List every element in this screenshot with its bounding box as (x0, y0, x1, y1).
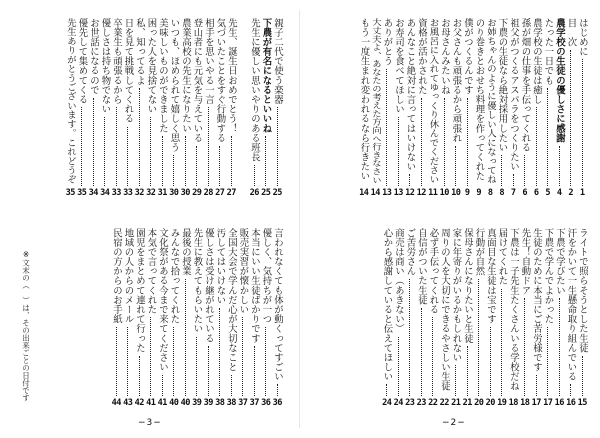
toc-entry-page: 13 (393, 188, 403, 198)
dot-leader (173, 155, 174, 186)
dot-leader (208, 346, 209, 396)
toc-entry-page: 9 (476, 188, 482, 198)
toc-entry[interactable] (111, 228, 123, 408)
dot-leader (398, 337, 399, 397)
dot-leader (116, 107, 117, 186)
dot-leader (455, 365, 456, 396)
toc-entry[interactable] (122, 228, 134, 408)
toc-entry-title: 農学校の生徒は癒し (531, 18, 542, 105)
toc-entry[interactable] (531, 18, 543, 198)
toc-entry[interactable] (577, 18, 589, 198)
toc-entry[interactable] (168, 228, 180, 408)
dot-leader (467, 346, 468, 396)
toc-entry-page: 39 (203, 398, 213, 408)
dot-leader (265, 327, 266, 396)
toc-entry[interactable] (485, 228, 497, 408)
toc-entry-title: 農学校の生徒の優しさに感謝 (554, 18, 565, 143)
toc-entry[interactable] (427, 228, 439, 408)
dot-leader (254, 165, 255, 186)
toc-entry-title: 先生！自動ドア (519, 228, 531, 296)
toc-entry-title: 行動が自然 (473, 228, 485, 276)
toc-entry[interactable] (565, 18, 577, 198)
dot-leader (242, 317, 243, 396)
toc-entry-title: ご苦労さん (404, 228, 416, 276)
toc-entry-title: 先生、誕生日おめでとう！ (226, 18, 237, 134)
toc-entry[interactable] (577, 228, 589, 408)
toc-entry[interactable] (180, 18, 192, 198)
toc-entry-page: 37 (249, 398, 259, 408)
toc-entry-page: 27 (226, 188, 236, 198)
toc-entry[interactable] (157, 228, 169, 408)
dot-leader (409, 279, 410, 396)
dot-leader (104, 117, 105, 186)
toc-entry-page: 10 (451, 188, 461, 198)
toc-entry-page: 23 (405, 398, 415, 408)
toc-entry-title: 下農が有名になるといいね (260, 18, 272, 134)
toc-entry-title: 優しく、気持ちが一つ (260, 228, 272, 324)
dot-leader (81, 107, 82, 186)
toc-entry[interactable] (496, 18, 508, 198)
toc-entry-page: 33 (111, 188, 121, 198)
toc-entry-title: 卒業生も頑張るから (111, 18, 122, 105)
toc-entry-title: 自信がついた生徒 (416, 228, 427, 305)
toc-entry-title: 保母さんになりたいと生徒 (462, 228, 473, 344)
toc-entry-page: 25 (261, 188, 271, 198)
toc-entry[interactable] (508, 18, 520, 198)
toc-entry-page: 29 (192, 188, 202, 198)
toc-entry-title: 周りの人を大切にできるやさしい生徒 (439, 228, 450, 392)
dot-leader (524, 155, 525, 186)
toc-entry-title: 優しさは持ち物でない (99, 18, 111, 114)
toc-entry[interactable] (249, 18, 261, 198)
dot-leader (386, 384, 387, 396)
dot-leader (559, 146, 560, 186)
toc-entry[interactable] (226, 18, 238, 198)
toc-entry-page: 40 (180, 398, 190, 408)
toc-entry[interactable] (99, 18, 111, 198)
toc-entry-title: いつも、ほめられて嬉しく思う (168, 18, 180, 153)
toc-entry-page: 12 (405, 188, 415, 198)
toc-entry[interactable] (519, 18, 531, 198)
toc-entry[interactable] (272, 18, 284, 198)
toc-entry-page: 18 (520, 398, 530, 408)
toc-entry-title: ライトで照らそうとした生徒 (577, 228, 588, 353)
toc-entry-page: 23 (416, 398, 426, 408)
toc-entry-title: お父さんも頑張るから頑張れ (450, 18, 462, 143)
dot-leader (524, 298, 525, 396)
toc-entry-title: みんなで拾ってくれた (168, 228, 180, 324)
toc-entry-title: 気づいたことをすぐ行動する (214, 18, 226, 143)
toc-entry-title: 農業高校の先生になりたい (180, 18, 191, 134)
toc-entry-page: 30 (169, 188, 179, 198)
toc-entry[interactable] (260, 18, 272, 198)
dot-leader (231, 375, 232, 396)
toc-entry-title: 下農は一子先生たくさんいる学校だね (508, 228, 519, 392)
dot-leader (490, 327, 491, 396)
toc-entry[interactable] (203, 228, 215, 408)
dot-leader (547, 88, 548, 186)
toc-entry-title: 汚してはいけない (214, 228, 226, 305)
toc-entry-page: 25 (272, 188, 282, 198)
toc-entry-page: 31 (157, 188, 167, 198)
toc-entry-title: 大丈夫よ、あなたの考えた方向へ行きなさい (370, 18, 381, 184)
toc-entry-title: 祖父がつくるアスパラをつくりたい (508, 18, 519, 172)
toc-entry-page: 41 (157, 398, 167, 408)
toc-entry[interactable] (145, 228, 157, 408)
toc-entry-title: 目 次 (565, 18, 577, 47)
toc-entry-title: 家に年寄りがいるかもしれない (450, 228, 462, 363)
dot-leader (536, 375, 537, 396)
toc-entry-page: 1 (579, 188, 585, 198)
toc-entry[interactable] (145, 18, 157, 198)
toc-entry[interactable] (134, 228, 146, 408)
toc-entry-page: 21 (451, 398, 461, 408)
toc-entry[interactable] (393, 228, 405, 408)
dot-leader (150, 117, 151, 186)
dot-leader (219, 308, 220, 396)
dot-leader (127, 127, 128, 187)
dot-leader (150, 317, 151, 396)
toc-entry[interactable] (496, 228, 508, 408)
column-gap (237, 18, 249, 198)
toc-entry-page: 34 (88, 188, 98, 198)
toc-entry-page: 38 (226, 398, 236, 408)
toc-entry[interactable] (191, 18, 203, 198)
dot-leader (398, 117, 399, 186)
toc-entry[interactable] (531, 228, 543, 408)
toc-entry-title: 必ず手伝ってくれる (427, 228, 439, 315)
dot-leader (277, 384, 278, 396)
toc-entry[interactable] (381, 18, 393, 198)
toc-entry-title: 優先して集めてくる (76, 18, 88, 105)
toc-entry[interactable] (554, 18, 566, 198)
dot-leader (501, 155, 502, 186)
toc-entry-title: お母さんみたいね (439, 18, 450, 95)
toc-entry-page: 14 (370, 188, 380, 198)
toc-entry-title: 生徒のために本当にご苦労様です (531, 228, 542, 372)
page-number: −2− (442, 418, 466, 428)
toc-entry-title: お寿司を食べてほしい (393, 18, 404, 114)
toc-entry-title: 汗をかいて一生懸命取り組んでいる (565, 228, 577, 382)
toc-entry-title: 孫が畑の仕事を手伝ってくれる (519, 18, 531, 153)
toc-entry[interactable] (370, 18, 382, 198)
toc-entry-title: 心から感謝していると伝えてほしい (381, 228, 393, 382)
page-right (300, 0, 600, 438)
dot-leader (501, 289, 502, 396)
toc-entry[interactable] (473, 18, 485, 198)
toc-entry-title: お姉ちゃんのように優しい人になってね (485, 18, 496, 184)
toc-entry[interactable] (249, 228, 261, 408)
toc-entry-title: 園児をまとめて連れて行った (134, 228, 145, 353)
toc-entry-title: 日を見て挑戦してくれる (122, 18, 134, 124)
toc-entry-title: 商売は商い（あきない） (393, 228, 404, 334)
toc-entry-page: 16 (566, 398, 576, 408)
toc-entry[interactable] (122, 18, 134, 198)
toc-entry-title: のり巻きとおせち料理を作ってくれた (473, 18, 485, 182)
toc-entry[interactable] (260, 228, 272, 408)
dot-leader (139, 356, 140, 396)
toc-entry-page: 40 (169, 398, 179, 408)
toc-entry-page: 27 (215, 188, 225, 198)
toc-entry[interactable] (439, 228, 451, 408)
dot-leader (478, 279, 479, 396)
dot-leader (536, 107, 537, 186)
toc-entry-page: 42 (134, 398, 144, 408)
toc-entry-page: 5 (545, 188, 551, 198)
dot-leader (162, 136, 163, 186)
toc-entry-page: 11 (428, 188, 438, 198)
toc-entry[interactable] (554, 228, 566, 408)
toc-entry[interactable] (88, 18, 100, 198)
toc-entry[interactable] (191, 228, 203, 408)
dot-leader (185, 279, 186, 396)
toc-entry[interactable] (450, 18, 462, 198)
toc-entry-title: 僕がつくるんです (462, 18, 473, 95)
dot-leader (582, 59, 583, 186)
toc-entry-title: 文化祭がある今まで来てください (157, 228, 168, 372)
toc-entry-page: 14 (359, 188, 369, 198)
dot-leader (386, 69, 387, 186)
toc-entry-title: 最後の授業 (180, 228, 191, 276)
toc-entry[interactable] (462, 18, 474, 198)
toc-entry[interactable] (542, 18, 554, 198)
dot-leader (93, 98, 94, 186)
toc-entry[interactable] (214, 18, 226, 198)
toc-entry-title: 先生ありがとうございます。これどうぞ (65, 18, 76, 184)
toc-entry-title: 親子二代で使う楽器 (272, 18, 283, 105)
dot-leader (185, 136, 186, 186)
toc-entry-title: ありがとう (381, 18, 393, 66)
dot-leader (547, 327, 548, 396)
toc-entry[interactable] (416, 228, 428, 408)
dot-leader (231, 136, 232, 186)
toc-entry-title: 美味しいものができました (157, 18, 168, 134)
toc-entry-page: 32 (134, 188, 144, 198)
toc-entry-title: 全国大会で学んだ心が大切なこと (226, 228, 237, 372)
dot-leader (432, 317, 433, 396)
dot-leader (570, 50, 571, 186)
toc-entry-page: 35 (77, 188, 87, 198)
toc-entry-page: 20 (485, 398, 495, 408)
toc-entry[interactable] (111, 18, 123, 198)
toc-entry-page: 19 (497, 398, 507, 408)
toc-entry-page: 37 (238, 398, 248, 408)
toc-entry[interactable] (416, 18, 428, 198)
dot-leader (219, 146, 220, 186)
toc-entry-title: 登山者にも元気を与えている (191, 18, 203, 143)
toc-entry-page: 44 (111, 398, 121, 408)
toc-entry[interactable] (272, 228, 284, 408)
toc-entry-page: 35 (65, 188, 75, 198)
toc-entry-page: 10 (439, 188, 449, 198)
toc-entry-title: 先生に優しい思いやりのある班長 (249, 18, 260, 162)
toc-entry[interactable] (462, 228, 474, 408)
toc-block-top (358, 18, 588, 198)
toc-entry-title: 地域の人からのメール (122, 228, 134, 324)
dot-leader (570, 384, 571, 396)
toc-entry-page: 33 (123, 188, 133, 198)
toc-entry-page: 17 (543, 398, 553, 408)
toc-entry-page: 9 (464, 188, 470, 198)
dot-leader (127, 327, 128, 396)
toc-entry-title: 優しさは受け継がれている (203, 228, 214, 344)
dot-leader (421, 308, 422, 396)
toc-entry-page: 15 (577, 398, 587, 408)
toc-entry-page: 6 (522, 188, 528, 198)
toc-entry-page: 22 (428, 398, 438, 408)
toc-entry-title: 資格が活かされた (416, 18, 427, 95)
toc-entry-page: 12 (416, 188, 426, 198)
toc-entry-title: 本気で言ってくれた (145, 228, 157, 315)
toc-entry[interactable] (203, 18, 215, 198)
toc-entry[interactable] (168, 18, 180, 198)
toc-entry-page: 36 (261, 398, 271, 408)
dot-leader (421, 98, 422, 186)
toc-entry-page: 7 (510, 188, 516, 198)
toc-entry[interactable] (180, 228, 192, 408)
toc-entry-page: 17 (531, 398, 541, 408)
toc-entry[interactable] (404, 18, 416, 198)
toc-entry-title: 私、知ってるよ (134, 18, 145, 86)
toc-entry-page: 24 (382, 398, 392, 408)
dot-leader (265, 136, 266, 186)
toc-entry-title: 言われなくても体が動くってすごい (272, 228, 283, 382)
toc-entry[interactable] (134, 18, 146, 198)
toc-entry[interactable] (393, 18, 405, 198)
dot-leader (208, 107, 209, 186)
toc-entry[interactable] (508, 228, 520, 408)
toc-entry-page: 30 (180, 188, 190, 198)
toc-entry[interactable] (381, 228, 393, 408)
toc-entry-page: 39 (192, 398, 202, 408)
dot-leader (254, 346, 255, 396)
toc-entry[interactable] (214, 228, 226, 408)
dot-leader (173, 327, 174, 396)
toc-entry[interactable] (226, 228, 238, 408)
toc-entry-page: 24 (393, 398, 403, 408)
toc-entry[interactable] (485, 18, 497, 198)
toc-entry-page: 36 (272, 398, 282, 408)
toc-entry-page: 41 (146, 398, 156, 408)
footnote: ※文末の（ ）は、その出来ごとの日付です (21, 250, 31, 402)
toc-entry-title: 下農で学んでよかった (542, 228, 554, 324)
toc-entry-title: 販売実習が懐かしい (237, 228, 249, 315)
dot-leader (196, 146, 197, 186)
page-number: −3− (138, 418, 162, 428)
dot-leader (409, 174, 410, 186)
toc-entry-title: 届けてくれた (496, 228, 508, 286)
toc-entry-page: 43 (123, 398, 133, 408)
dot-leader (116, 327, 117, 396)
dot-leader (196, 337, 197, 397)
dot-leader (444, 98, 445, 186)
toc-entry[interactable] (404, 228, 416, 408)
toc-entry-title: お風呂に入れてゆっくり休んでください (427, 18, 439, 184)
toc-entry-page: 6 (533, 188, 539, 198)
toc-entry[interactable] (76, 18, 88, 198)
dot-leader (467, 98, 468, 186)
toc-entry[interactable] (565, 228, 577, 408)
toc-block-bottom (111, 228, 284, 408)
toc-entry-title: 民宿の方からのお手紙 (111, 228, 122, 324)
toc-entry-title: たった一日でも (542, 18, 554, 86)
toc-entry-page: 20 (474, 398, 484, 408)
dot-leader (139, 88, 140, 186)
toc-entry-page: 28 (203, 188, 213, 198)
dot-leader (455, 146, 456, 186)
toc-entry[interactable] (237, 228, 249, 408)
toc-entry-page: 16 (554, 398, 564, 408)
toc-entry-title: 先生に教えてもらいたい (191, 228, 203, 334)
toc-entry-page: 4 (556, 188, 562, 198)
toc-entry-page: 8 (499, 188, 505, 198)
toc-entry-title: はじめに (577, 18, 588, 57)
toc-entry-page: 18 (508, 398, 518, 408)
toc-entry-page: 13 (382, 188, 392, 198)
dot-leader (582, 356, 583, 396)
toc-entry-title: お世話になるので (88, 18, 99, 95)
toc-entry[interactable] (157, 18, 169, 198)
toc-entry-title: 真面目な生徒は宝です (485, 228, 496, 324)
toc-entry-page: 38 (215, 398, 225, 408)
toc-entry[interactable] (450, 228, 462, 408)
toc-entry-title: もう一度生まれ変われるなら行きたい (358, 18, 370, 182)
toc-entry-page: 22 (439, 398, 449, 408)
toc-entry[interactable] (519, 228, 531, 408)
toc-entry-page: 2 (568, 188, 574, 198)
toc-entry[interactable] (427, 18, 439, 198)
toc-entry-title: 本当にいい生徒ばかりです (249, 228, 260, 344)
toc-entry-page: 21 (462, 398, 472, 408)
toc-block-bottom (381, 228, 588, 408)
toc-entry-page: 34 (100, 188, 110, 198)
toc-entry-page: 26 (249, 188, 259, 198)
toc-entry[interactable] (439, 18, 451, 198)
toc-entry-title: 相手を思いやる一言 (203, 18, 214, 105)
toc-entry[interactable] (65, 18, 77, 198)
toc-entry-page: 8 (487, 188, 493, 198)
toc-entry-page: 32 (146, 188, 156, 198)
toc-entry-title: 下農の生徒なら絶対採用したい (496, 18, 508, 153)
dot-leader (513, 174, 514, 186)
toc-entry-title: あんなこと絶対に言ってはいけない (404, 18, 416, 172)
toc-block-top (65, 18, 284, 198)
toc-entry[interactable] (542, 228, 554, 408)
dot-leader (559, 298, 560, 396)
toc-entry-title: 困った人を見捨てない (145, 18, 157, 114)
toc-entry[interactable] (473, 228, 485, 408)
dot-leader (277, 107, 278, 186)
toc-entry[interactable] (358, 18, 370, 198)
toc-entry-title: 下農で学びたい (554, 228, 565, 296)
dot-leader (162, 375, 163, 396)
